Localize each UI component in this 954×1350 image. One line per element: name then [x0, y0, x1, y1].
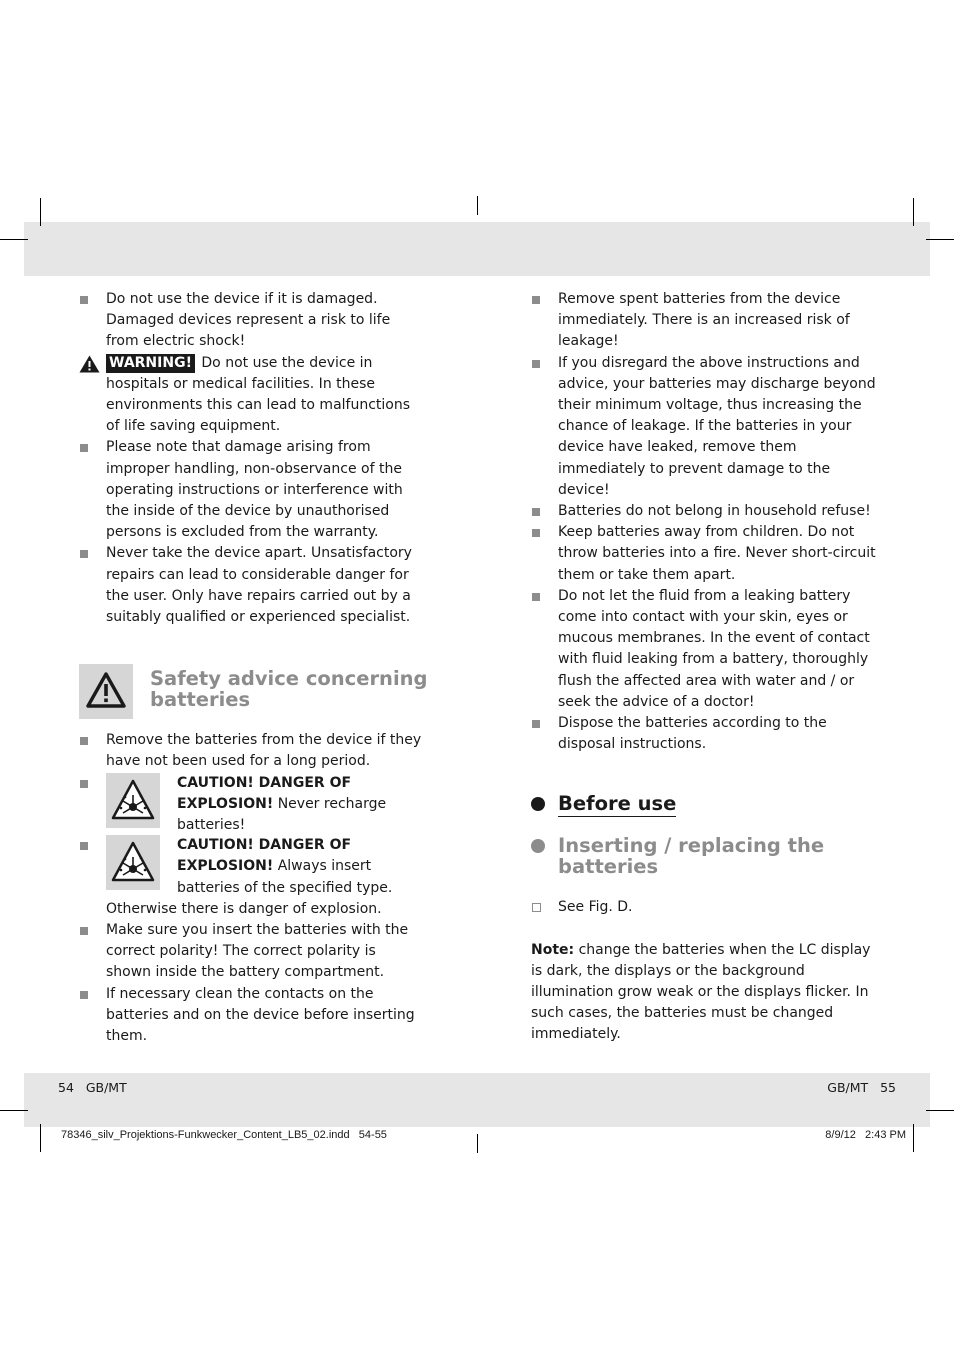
- explosion-hazard-image: [106, 835, 160, 890]
- list-item: Do not use the device if it is damaged. Damaged devices represent a risk to life from electric shock!: [79, 289, 425, 353]
- right-column: [531, 289, 877, 1046]
- list-item: Please note that damage arising from improper handling, non-observance of the operating instructions or interference with the inside of the device by unauthorised persons is excluded from the warranty.: [79, 437, 425, 543]
- left-column: [79, 289, 428, 1047]
- hazard-box: [79, 664, 133, 719]
- heading-inserting: Inserting / replacing the batteries: [558, 834, 825, 879]
- bullet-square-icon: [80, 550, 88, 558]
- crop-mark: [0, 1110, 28, 1111]
- bullet-square-icon: [532, 529, 540, 537]
- language-code: GB/MT: [827, 1080, 869, 1095]
- section-heading: [79, 664, 428, 720]
- caution-item: CAUTION! DANGER OF EXPLOSION! Never recharge batteries!: [79, 773, 425, 837]
- footer-right: [827, 1080, 896, 1095]
- footer-band: [24, 1073, 930, 1127]
- list-item: If necessary clean the contacts on the batteries and on the device before inserting them.: [79, 984, 425, 1048]
- before-use-heading: [531, 793, 877, 819]
- inserting-heading: [531, 835, 838, 877]
- list-item: Remove spent batteries from the device immediately. There is an increased risk of leakage!: [531, 289, 877, 353]
- section-title: Safety advice concerning batteries: [150, 667, 428, 712]
- list-item: Never take the device apart. Unsatisfactory repairs can lead to considerable danger for the user. Only have repairs carried out by a suitably qualified or experienced specialist.: [79, 543, 425, 628]
- heading-before-use: Before use: [558, 792, 677, 816]
- list-item: If you disregard the above instructions and advice, your batteries may discharge beyond their minimum voltage, thus increasing the chance of leakage. If the batteries in your device have leaked, remove them immediately to prevent damage to the device!: [531, 353, 877, 501]
- list-item: Batteries do not belong in household refuse!: [531, 501, 877, 522]
- bullet-square-icon: [532, 360, 540, 368]
- crop-mark: [477, 1134, 478, 1153]
- bullet-dot-icon: [531, 797, 545, 811]
- step-checkbox-icon: [532, 903, 541, 912]
- crop-mark: [40, 198, 41, 226]
- footer-left: [58, 1080, 127, 1095]
- slug-date: 8/9/12 2:43 PM: [825, 1129, 906, 1141]
- bullet-square-icon: [80, 444, 88, 452]
- bullet-square-icon: [532, 508, 540, 516]
- crop-mark: [477, 196, 478, 215]
- bullet-square-icon: [532, 593, 540, 601]
- crop-mark: [913, 1124, 914, 1152]
- list-item: Keep batteries away from children. Do not throw batteries into a fire. Never short-circuit them or take them apart.: [531, 522, 877, 586]
- crop-mark: [926, 1110, 954, 1111]
- list-item: Make sure you insert the batteries with the correct polarity! The correct polarity is shown inside the battery compartment.: [79, 920, 425, 984]
- crop-mark: [40, 1124, 41, 1152]
- caution-item: CAUTION! DANGER OF EXPLOSION! Always insert batteries of the specified type. Otherwise there is danger of explosion.: [79, 835, 425, 920]
- bullet-square-icon: [80, 780, 88, 788]
- warning-triangle-icon: [85, 671, 127, 709]
- bullet-square-icon: [80, 842, 88, 850]
- bullet-square-icon: [80, 296, 88, 304]
- list-item: Dispose the batteries according to the disposal instructions.: [531, 713, 877, 755]
- warning-paragraph: WARNING! Do not use the device in hospitals or medical facilities. In these environments this can lead to malfunctions of life saving equipment.: [79, 353, 425, 438]
- crop-mark: [913, 198, 914, 226]
- bullet-square-icon: [80, 927, 88, 935]
- bullet-square-icon: [80, 737, 88, 745]
- page-number: 55: [880, 1080, 896, 1095]
- warning-label: WARNING!: [106, 354, 195, 373]
- crop-mark: [926, 239, 954, 240]
- language-code: GB/MT: [85, 1080, 127, 1095]
- step-item: See Fig. D.: [531, 897, 877, 918]
- explosion-hazard-image: [106, 773, 160, 828]
- explosion-icon: [111, 841, 155, 883]
- warning-triangle-icon: [79, 355, 100, 373]
- bullet-square-icon: [532, 720, 540, 728]
- bullet-dot-icon: [531, 839, 545, 853]
- bullet-square-icon: [532, 296, 540, 304]
- slug-filename: 78346_silv_Projektions-Funkwecker_Content_LB5_02.indd 54-55: [61, 1129, 387, 1141]
- page-number: 54: [58, 1080, 74, 1095]
- bullet-square-icon: [80, 991, 88, 999]
- explosion-icon: [111, 779, 155, 821]
- list-item: Remove the batteries from the device if they have not been used for a long period.: [79, 730, 425, 772]
- list-item: Do not let the fluid from a leaking battery come into contact with your skin, eyes or mucous membranes. In the event of contact with fluid leaking from a battery, thoroughly flush the affected area with water and / or seek the advice of a doctor!: [531, 586, 877, 713]
- crop-mark: [0, 239, 28, 240]
- note-paragraph: Note: change the batteries when the LC display is dark, the displays or the background illumination grow weak or the displays flicker. In such cases, the batteries must be changed immediately.: [531, 941, 871, 1043]
- header-band: [24, 222, 930, 276]
